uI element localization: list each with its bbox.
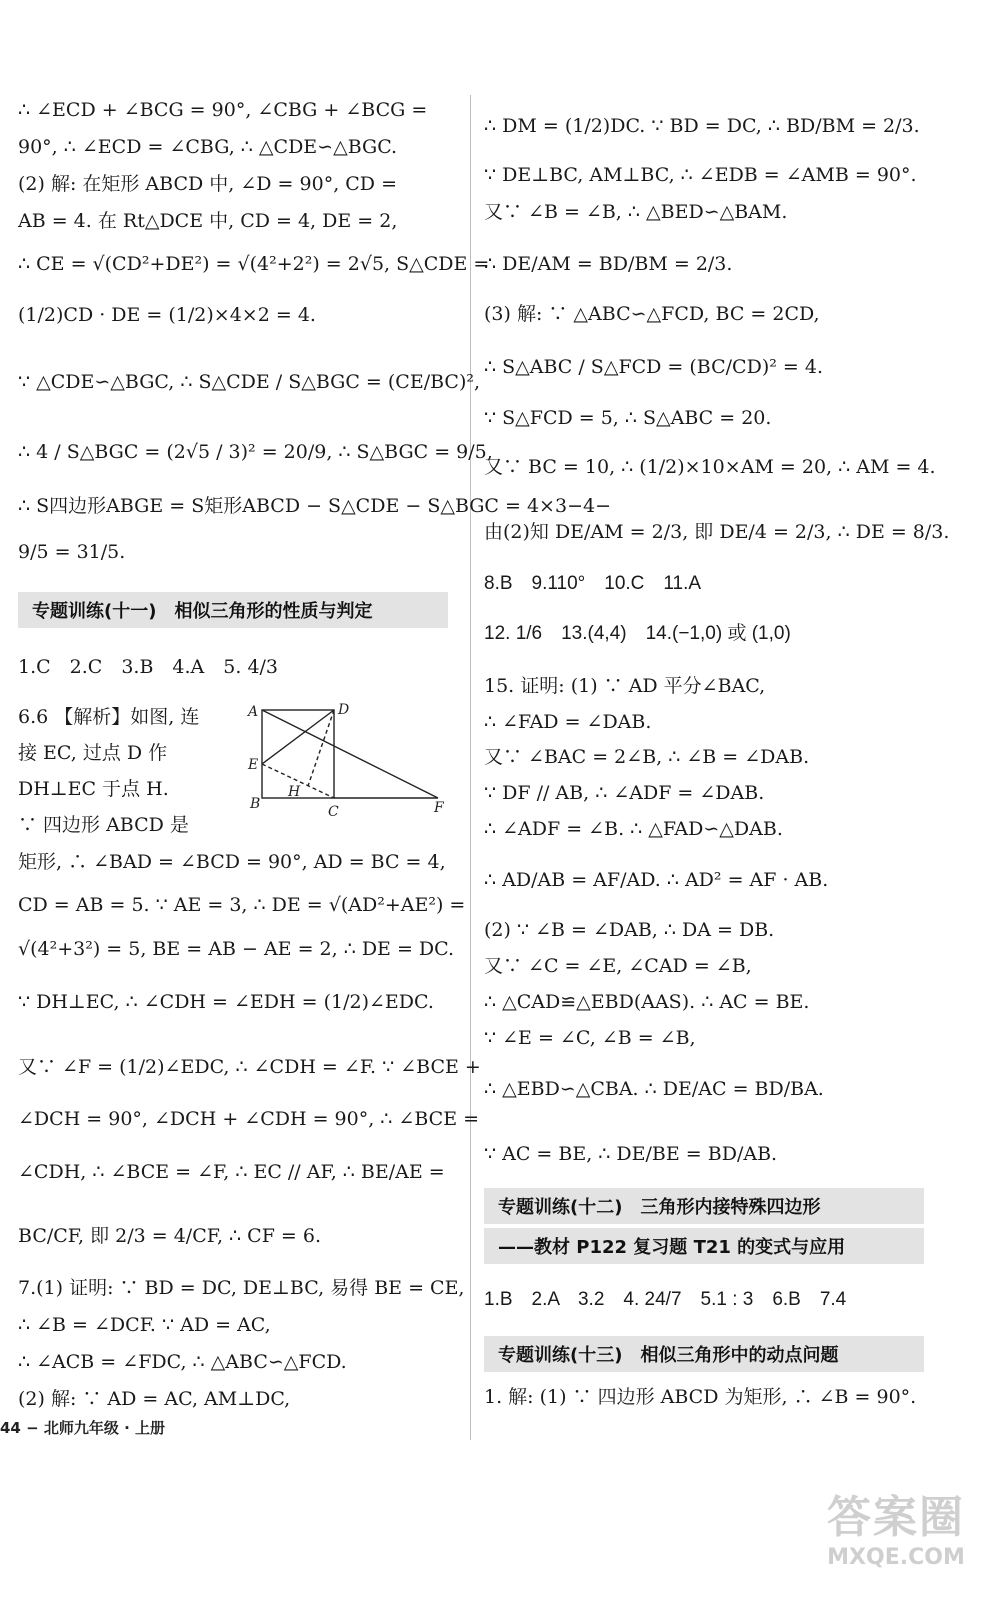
text-line: ∵ DH⊥EC, ∴ ∠CDH = ∠EDH = (1/2)∠EDC. — [18, 991, 434, 1013]
text-line: (2) 解: ∵ AD = AC, AM⊥DC, — [18, 1388, 291, 1410]
text-line: ∴ DE/AM = BD/BM = 2/3. — [484, 253, 733, 275]
text-line: (3) 解: ∵ △ABC∽△FCD, BC = 2CD, — [484, 303, 820, 325]
section-header-13: 专题训练(十三) 相似三角形中的动点问题 — [484, 1336, 924, 1372]
text-line: 接 EC, 过点 D 作 — [18, 742, 168, 764]
text-line: 9/5 = 31/5. — [18, 541, 126, 563]
text-line: ∴ △CAD≌△EBD(AAS). ∴ AC = BE. — [484, 991, 810, 1013]
watermark-url: MXQE.COM — [827, 1545, 965, 1570]
text-line: 矩形, ∴ ∠BAD = ∠BCD = 90°, AD = BC = 4, — [18, 851, 446, 873]
column-divider — [470, 95, 471, 1440]
label-e: E — [248, 757, 259, 773]
text-line: ∵ DE⊥BC, AM⊥BC, ∴ ∠EDB = ∠AMB = 90°. — [484, 164, 917, 186]
text-line: ∴ CE = √(CD²+DE²) = √(4²+2²) = 2√5, S△CDE = — [18, 253, 490, 275]
label-h: H — [288, 784, 301, 800]
text-line: 15. 证明: (1) ∵ AD 平分∠BAC, — [484, 675, 766, 697]
text-line: ∴ ∠ECD + ∠BCG = 90°, ∠CBG + ∠BCG = — [18, 99, 428, 121]
text-line: ∵ △CDE∽△BGC, ∴ S△CDE / S△BGC = (CE/BC)², — [18, 371, 481, 393]
text-line: ∠CDH, ∴ ∠BCE = ∠F, ∴ EC // AF, ∴ BE/AE = — [18, 1161, 445, 1183]
text-line: ∴ 4 / S△BGC = (2√5 / 3)² = 20/9, ∴ S△BGC = 9/5, — [18, 441, 493, 463]
section-header-11: 专题训练(十一) 相似三角形的性质与判定 — [18, 592, 448, 628]
section-header-12-subtitle: ——教材 P122 复习题 T21 的变式与应用 — [484, 1228, 924, 1264]
text-line: ∴ ∠FAD = ∠DAB. — [484, 711, 652, 733]
text-line: 又∵ ∠C = ∠E, ∠CAD = ∠B, — [484, 955, 752, 977]
text-line: (1/2)CD · DE = (1/2)×4×2 = 4. — [18, 304, 316, 326]
text-line: 1. 解: (1) ∵ 四边形 ABCD 为矩形, ∴ ∠B = 90°. — [484, 1386, 917, 1408]
text-line: (2) ∵ ∠B = ∠DAB, ∴ DA = DB. — [484, 919, 775, 941]
text-line: √(4²+3²) = 5, BE = AB − AE = 2, ∴ DE = DC. — [18, 938, 455, 960]
text-line: ∵ AC = BE, ∴ DE/BE = BD/AB. — [484, 1143, 778, 1165]
text-line: ∵ S△FCD = 5, ∴ S△ABC = 20. — [484, 407, 772, 429]
text-line: ∵ DF // AB, ∴ ∠ADF = ∠DAB. — [484, 782, 765, 804]
text-line: ∴ DM = (1/2)DC. ∵ BD = DC, ∴ BD/BM = 2/3. — [484, 115, 920, 137]
text-line: 8.B 9.110° 10.C 11.A — [484, 573, 702, 594]
label-a: A — [248, 704, 259, 720]
text-line: ∴ S四边形ABGE = S矩形ABCD − S△CDE − S△BGC = 4×3−4− — [18, 495, 611, 517]
text-line: BC/CF, 即 2/3 = 4/CF, ∴ CF = 6. — [18, 1225, 322, 1247]
label-d: D — [338, 702, 350, 718]
text-line: 7.(1) 证明: ∵ BD = DC, DE⊥BC, 易得 BE = CE, — [18, 1277, 465, 1299]
text-line: ∴ ∠ACB = ∠FDC, ∴ △ABC∽△FCD. — [18, 1351, 347, 1373]
text-line: 12. 1/6 13.(4,4) 14.(−1,0) 或 (1,0) — [484, 623, 791, 644]
text-line: ∴ △EBD∽△CBA. ∴ DE/AC = BD/BA. — [484, 1078, 824, 1100]
text-line: 1.B 2.A 3.2 4. 24/7 5.1 : 3 6.B 7.4 — [484, 1289, 847, 1310]
text-line: CD = AB = 5. ∵ AE = 3, ∴ DE = √(AD²+AE²) = — [18, 894, 466, 916]
text-line: 又∵ ∠BAC = 2∠B, ∴ ∠B = ∠DAB. — [484, 746, 810, 768]
text-line: ∴ ∠B = ∠DCF. ∵ AD = AC, — [18, 1314, 271, 1336]
label-f: F — [434, 800, 444, 816]
text-line: AB = 4. 在 Rt△DCE 中, CD = 4, DE = 2, — [18, 210, 398, 232]
text-line: 6.6 【解析】如图, 连 — [18, 706, 200, 728]
text-line: ∴ S△ABC / S△FCD = (BC/CD)² = 4. — [484, 356, 823, 378]
text-line: 又∵ ∠F = (1/2)∠EDC, ∴ ∠CDH = ∠F. ∵ ∠BCE + — [18, 1056, 481, 1078]
text-line: 90°, ∴ ∠ECD = ∠CBG, ∴ △CDE∽△BGC. — [18, 136, 398, 158]
text-line: ∠DCH = 90°, ∠DCH + ∠CDH = 90°, ∴ ∠BCE = — [18, 1108, 480, 1130]
text-line: 又∵ BC = 10, ∴ (1/2)×10×AM = 20, ∴ AM = 4. — [484, 456, 936, 478]
line-dh — [308, 710, 334, 786]
geometry-figure — [238, 700, 448, 820]
section-header-12-title: 专题训练(十二) 三角形内接特殊四边形 — [484, 1188, 924, 1224]
text-line: ∴ ∠ADF = ∠B. ∴ △FAD∽△DAB. — [484, 818, 783, 840]
text-line: 又∵ ∠B = ∠B, ∴ △BED∽△BAM. — [484, 201, 788, 223]
text-line: (2) 解: 在矩形 ABCD 中, ∠D = 90°, CD = — [18, 173, 397, 195]
text-line: DH⊥EC 于点 H. — [18, 778, 169, 800]
label-b: B — [250, 796, 261, 812]
text-line: 1.C 2.C 3.B 4.A 5. 4/3 — [18, 656, 279, 678]
text-line: ∵ ∠E = ∠C, ∠B = ∠B, — [484, 1027, 696, 1049]
text-line: ∴ AD/AB = AF/AD. ∴ AD² = AF · AB. — [484, 869, 829, 891]
watermark-text: 答案圈 — [827, 1492, 965, 1543]
line-ed — [262, 710, 334, 764]
page-footer: 44 − 北师九年级 · 上册 — [0, 1419, 166, 1437]
text-line: 由(2)知 DE/AM = 2/3, 即 DE/4 = 2/3, ∴ DE = 8/3. — [484, 521, 950, 543]
text-line: ∵ 四边形 ABCD 是 — [18, 814, 189, 836]
watermark — [816, 1481, 976, 1570]
label-c: C — [328, 804, 339, 820]
